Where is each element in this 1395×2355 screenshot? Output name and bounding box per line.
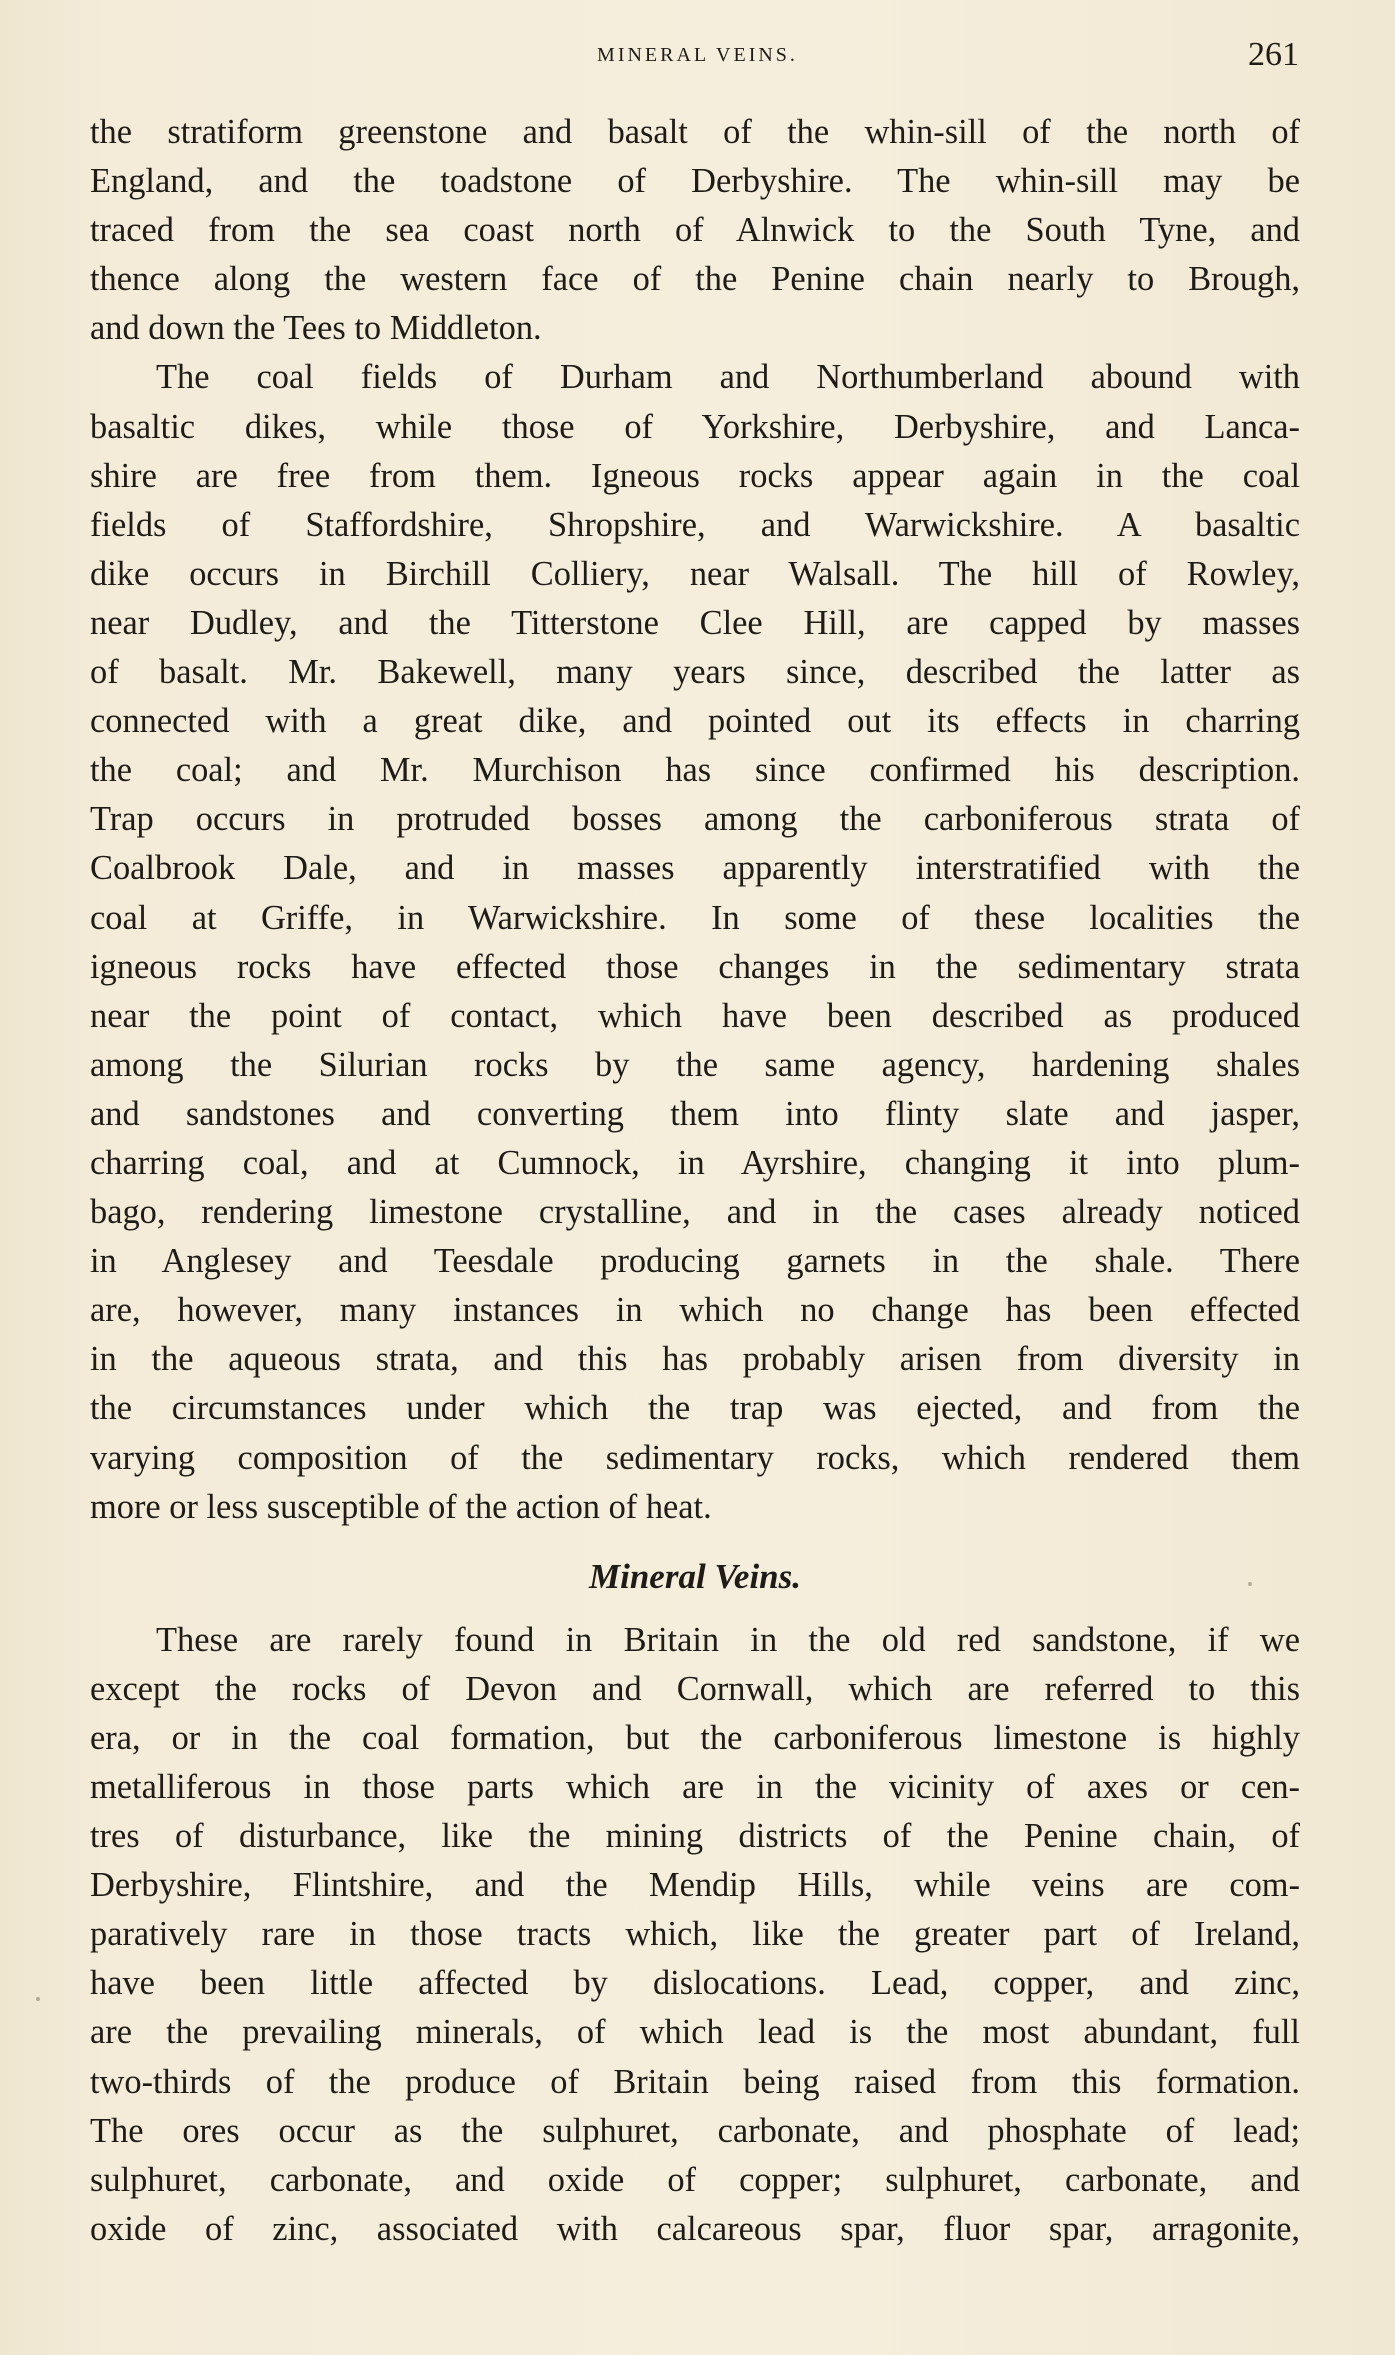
text-line: near the point of contact, which have been described as produced [90,996,1300,1035]
text-line: These are rarely found in Britain in the old red sandstone, if we [156,1620,1300,1659]
text-line: igneous rocks have effected those changes in the sedimentary strata [90,947,1300,986]
text-line: the stratiform greenstone and basalt of the whin-sill of the north of [90,113,1300,151]
text-line: the circumstances under which the trap was ejected, and from the [90,1389,1300,1428]
text-line: among the Silurian rocks by the same agency, hardening shales [90,1045,1300,1084]
text-line: near Dudley, and the Titterstone Clee Hill, are capped by masses [90,603,1300,642]
text-line: Trap occurs in protruded bosses among the carboniferous strata of [90,800,1300,839]
text-line: Derbyshire, Flintshire, and the Mendip Hills, while veins are com- [90,1866,1300,1905]
paper-speck [1248,1582,1252,1586]
text-line: two-thirds of the produce of Britain being raised from this formation. [90,2062,1300,2101]
text-line: and down the Tees to Middleton. [90,309,542,348]
paper-speck [36,1997,40,2001]
paragraph-whin-sill [90,108,1300,353]
text-line: oxide of zinc, associated with calcareous spar, fluor spar, arragonite, [90,2209,1300,2248]
text-line: varying composition of the sedimentary rocks, which rendered them [90,1438,1300,1477]
running-title: MINERAL VEINS. [597,44,798,66]
text-line: in Anglesey and Teesdale producing garnets in the shale. There [90,1242,1300,1281]
text-line: the coal; and Mr. Murchison has since confirmed his description. [90,751,1300,790]
text-line: are, however, many instances in which no change has been effected [90,1291,1300,1330]
text-line: thence along the western face of the Penine chain nearly to Brough, [90,260,1300,299]
text-line: Coalbrook Dale, and in masses apparently interstratified with the [90,849,1300,888]
text-line: basaltic dikes, while those of Yorkshire, Derbyshire, and Lanca- [90,407,1300,446]
text-line: dike occurs in Birchill Colliery, near Walsall. The hill of Rowley, [90,554,1300,593]
text-line: England, and the toadstone of Derbyshire. The whin-sill may be [90,162,1300,201]
text-line: The coal fields of Durham and Northumberland abound with [156,358,1300,397]
text-line: fields of Staffordshire, Shropshire, and Warwickshire. A basaltic [90,505,1300,544]
text-line: in the aqueous strata, and this has probably arisen from diversity in [90,1340,1300,1379]
text-line: shire are free from them. Igneous rocks appear again in the coal [90,456,1300,495]
text-line: have been little affected by dislocations. Lead, copper, and zinc, [90,1964,1300,2003]
body-text [90,108,1300,2254]
text-line: connected with a great dike, and pointed out its effects in charring [90,702,1300,741]
text-line: charring coal, and at Cumnock, in Ayrshire, changing it into plum- [90,1143,1300,1182]
text-line: more or less susceptible of the action of heat. [90,1487,712,1526]
paragraph-coal-fields [90,353,1300,1531]
text-line: era, or in the coal formation, but the carboniferous limestone is highly [90,1718,1300,1757]
text-line: sulphuret, carbonate, and oxide of copper; sulphuret, carbonate, and [90,2160,1300,2199]
text-line: except the rocks of Devon and Cornwall, which are referred to this [90,1669,1300,1708]
running-head [0,36,1395,76]
page-number: 261 [1248,36,1299,73]
text-line: coal at Griffe, in Warwickshire. In some of these localities the [90,898,1300,937]
text-line: metalliferous in those parts which are in the vicinity of axes or cen- [90,1768,1300,1806]
text-line: are the prevailing minerals, of which lead is the most abundant, full [90,2013,1300,2052]
section-heading: Mineral Veins. [589,1556,801,1596]
text-line: paratively rare in those tracts which, like the greater part of Ireland, [90,1915,1300,1954]
text-line: traced from the sea coast north of Alnwick to the South Tyne, and [90,211,1300,250]
paragraph-mineral-veins [90,1616,1300,2254]
text-line: of basalt. Mr. Bakewell, many years since, described the latter as [90,653,1300,692]
text-line: tres of disturbance, like the mining districts of the Penine chain, of [90,1817,1300,1856]
text-line: The ores occur as the sulphuret, carbonate, and phosphate of lead; [90,2111,1300,2150]
text-line: bago, rendering limestone crystalline, and in the cases already noticed [90,1193,1300,1232]
text-line: and sandstones and converting them into flinty slate and jasper, [90,1094,1300,1133]
